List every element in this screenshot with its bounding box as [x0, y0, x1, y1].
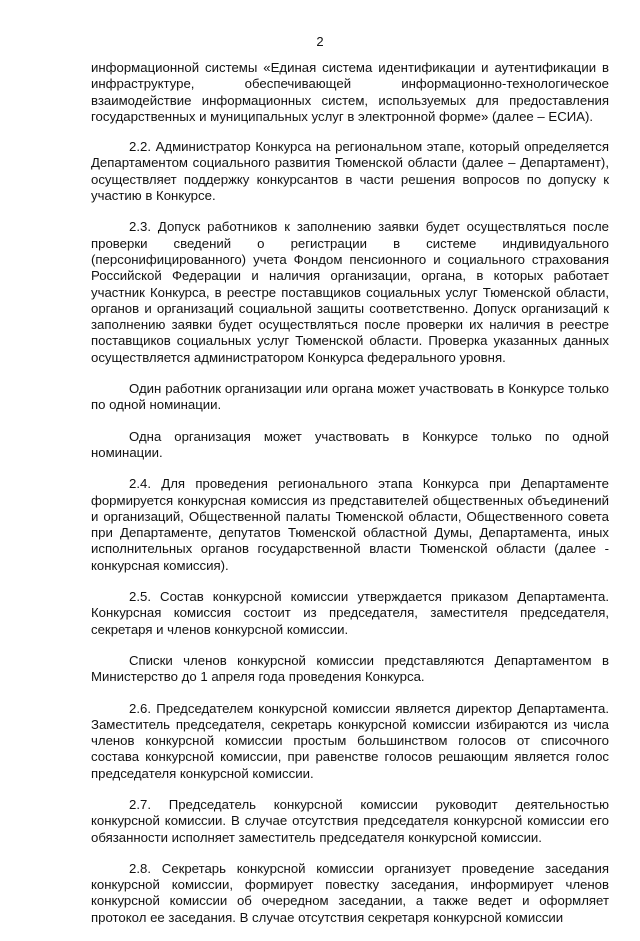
paragraph-2-2: 2.2. Администратор Конкурса на региональном этапе, который определяется Департаментом социального развития Тюменской области (далее – Департамент), осуществляет поддержку конкурсантов в части решения вопросов по допуску к участию в Конкурсе. [91, 139, 609, 204]
paragraph-2-6: 2.6. Председателем конкурсной комиссии является директор Департамента. Заместитель председателя, секретарь конкурсной комиссии избираются из числа членов конкурсной комиссии простым большинством голосов от списочного состава конкурсной комиссии, при равенстве голосов решающим является голос председателя конкурсной комиссии. [91, 700, 609, 781]
paragraph-2-3: 2.3. Допуск работников к заполнению заявки будет осуществляться после проверки сведений о регистрации в системе индивидуального (персонифицированного) учета Фондом пенсионного и социального страхования Российской Федерации и наличия организации, органа, в которых работает участник Конкурса, в реестре поставщиков социальных услуг Тюменской области, органов и организаций социальной защиты соответственно. Допуск организаций к заполнению заявки будет осуществляться после проверки их наличия в реестре поставщиков социальных услуг Тюменской области. Проверка указанных данных осуществляется администратором Конкурса федерального уровня. [91, 219, 609, 365]
paragraph-one-organization-one-nomination: Одна организация может участвовать в Конкурсе только по одной номинации. [91, 428, 609, 460]
paragraph-2-7: 2.7. Председатель конкурсной комиссии руководит деятельностью конкурсной комиссии. В случае отсутствия председателя конкурсной комиссии его обязанности исполняет заместитель председателя конкурсной комиссии. [91, 796, 609, 845]
paragraph-2-4: 2.4. Для проведения регионального этапа Конкурса при Департаменте формируется конкурсная комиссия из представителей общественных объединений и организаций, Общественной палаты Тюменской области, Общественного совета при Департаменте, депутатов Тюменской областной Думы, Департамента, иных исполнительных органов государственной власти Тюменской области (далее - конкурсная комиссия). [91, 476, 609, 573]
paragraph-2-8: 2.8. Секретарь конкурсной комиссии организует проведение заседания конкурсной комиссии, формирует повестку заседания, информирует членов конкурсной комиссии об очередном заседании, а также ведет и оформляет протокол ее заседания. В случае отсутствия секретаря конкурсной комиссии [91, 860, 609, 925]
paragraph-commission-lists: Списки членов конкурсной комиссии представляются Департаментом в Министерство до 1 апреля года проведения Конкурса. [91, 652, 609, 685]
paragraph-2-5: 2.5. Состав конкурсной комиссии утверждается приказом Департамента. Конкурсная комиссия состоит из председателя, заместителя председателя, секретаря и членов конкурсной комиссии. [91, 589, 609, 637]
paragraph-esia-definition: информационной системы «Единая система идентификации и аутентификации в инфраструктуре, обеспечивающей информационно-технологическое взаимодействие информационных систем, используемых для предоставления государственных и муниципальных услуг в электронной форме» (далее – ЕСИА). [91, 60, 609, 124]
page-number: 2 [316, 34, 324, 49]
paragraph-one-worker-one-nomination: Один работник организации или органа может участвовать в Конкурсе только по одной номинации. [91, 381, 609, 413]
document-body [91, 60, 609, 941]
